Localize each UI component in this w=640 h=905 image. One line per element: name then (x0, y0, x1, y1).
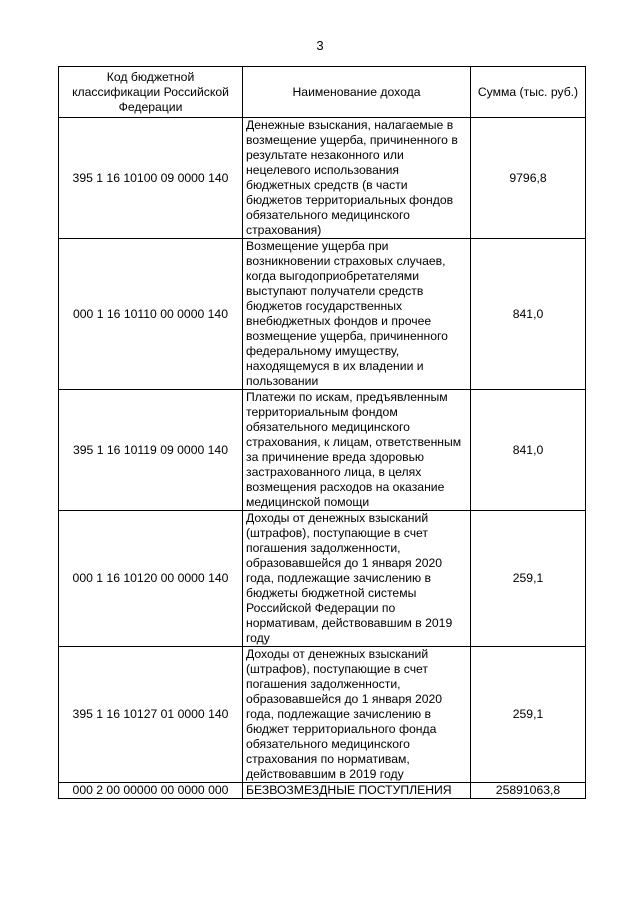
row-code: 395 1 16 10100 09 0000 140 (59, 118, 243, 239)
header-code: Код бюджетной классификации Российской Федерации (59, 67, 243, 118)
row-name: БЕЗВОЗМЕЗДНЫЕ ПОСТУПЛЕНИЯ (243, 783, 471, 799)
row-sum: 841,0 (471, 390, 586, 511)
header-sum: Сумма (тыс. руб.) (471, 67, 586, 118)
table-row (59, 239, 586, 390)
row-code: 395 1 16 10127 01 0000 140 (59, 647, 243, 783)
row-name: Денежные взыскания, налагаемые в возмещение ущерба, причиненного в результате незаконного или нецелевого использования бюджетных средств (в части бюджетов территориальных фондов обязательного медицинского страхования) (243, 118, 471, 239)
row-name: Возмещение ущерба при возникновении страховых случаев, когда выгодоприобретателями выступают получатели средств бюджетов государственных внебюджетных фондов и прочее возмещение ущерба, причиненного федеральному имуществу, находящемуся в их владении и пользовании (243, 239, 471, 390)
row-name: Доходы от денежных взысканий (штрафов), поступающие в счет погашения задолженности, образовавшейся до 1 января 2020 года, подлежащие зачислению в бюджет территориального фонда обязательного медицинского страхования по нормативам, действовавшим в 2019 году (243, 647, 471, 783)
row-name: Доходы от денежных взысканий (штрафов), поступающие в счет погашения задолженности, образовавшейся до 1 января 2020 года, подлежащие зачислению в бюджеты бюджетной системы Российской Федерации по нормативам, действовавшим в 2019 году (243, 511, 471, 647)
revenue-table (58, 66, 586, 799)
row-sum: 259,1 (471, 511, 586, 647)
row-code: 000 2 00 00000 00 0000 000 (59, 783, 243, 799)
row-sum: 9796,8 (471, 118, 586, 239)
header-name: Наименование дохода (243, 67, 471, 118)
table-row (59, 511, 586, 647)
row-code: 395 1 16 10119 09 0000 140 (59, 390, 243, 511)
row-sum: 25891063,8 (471, 783, 586, 799)
row-code: 000 1 16 10110 00 0000 140 (59, 239, 243, 390)
row-name: Платежи по искам, предъявленным территориальным фондом обязательного медицинского страхования, к лицам, ответственным за причинение вреда здоровью застрахованного лица, в целях возмещения расходов на оказание медицинской помощи (243, 390, 471, 511)
row-sum: 841,0 (471, 239, 586, 390)
table-header-row (59, 67, 586, 118)
table-row (59, 118, 586, 239)
row-code: 000 1 16 10120 00 0000 140 (59, 511, 243, 647)
table-row (59, 390, 586, 511)
page-number: 3 (316, 38, 324, 53)
table-row (59, 783, 586, 799)
row-sum: 259,1 (471, 647, 586, 783)
table-row (59, 647, 586, 783)
